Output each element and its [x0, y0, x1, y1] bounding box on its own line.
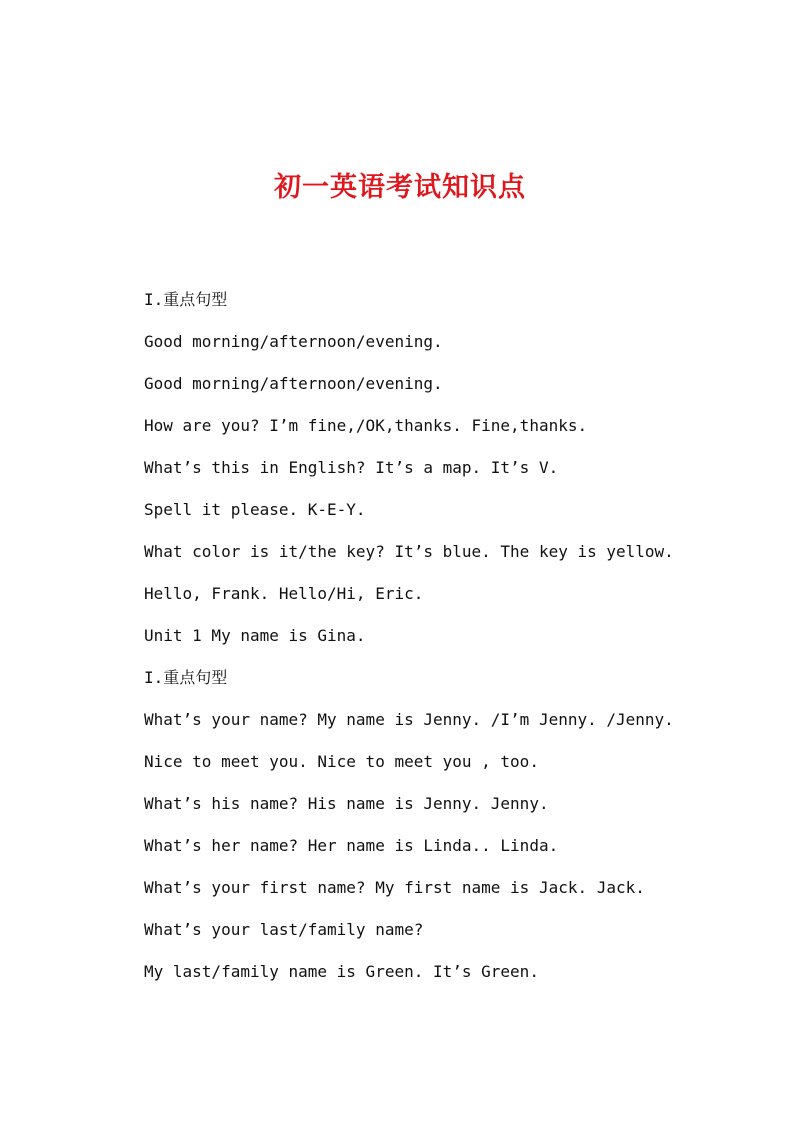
text-line: Hello, Frank. Hello/Hi, Eric.	[144, 584, 424, 603]
text-line: Spell it please. K-E-Y.	[144, 500, 366, 519]
text-line: What color is it/the key? It’s blue. The key is yellow.	[144, 542, 674, 561]
document-body	[144, 284, 764, 998]
section-heading: I.重点句型	[144, 290, 228, 309]
text-line: What’s your last/family name?	[144, 920, 424, 939]
text-line: Good morning/afternoon/evening.	[144, 374, 443, 393]
text-line: Nice to meet you. Nice to meet you , too.	[144, 752, 539, 771]
text-line: What’s your name? My name is Jenny. /I’m Jenny. /Jenny.	[144, 710, 674, 729]
text-line: What’s this in English? It’s a map. It’s V.	[144, 458, 559, 477]
text-line: What’s her name? Her name is Linda.. Linda.	[144, 836, 559, 855]
text-line: Good morning/afternoon/evening.	[144, 332, 443, 351]
text-line: My last/family name is Green. It’s Green.	[144, 962, 539, 981]
text-line: What’s your first name? My first name is Jack. Jack.	[144, 878, 645, 897]
section-heading: I.重点句型	[144, 668, 228, 687]
text-line: What’s his name? His name is Jenny. Jenny.	[144, 794, 549, 813]
unit-heading: Unit 1 My name is Gina.	[144, 626, 366, 645]
document-title: 初一英语考试知识点	[274, 172, 526, 203]
text-line: How are you? I’m fine,/OK,thanks. Fine,thanks.	[144, 416, 588, 435]
